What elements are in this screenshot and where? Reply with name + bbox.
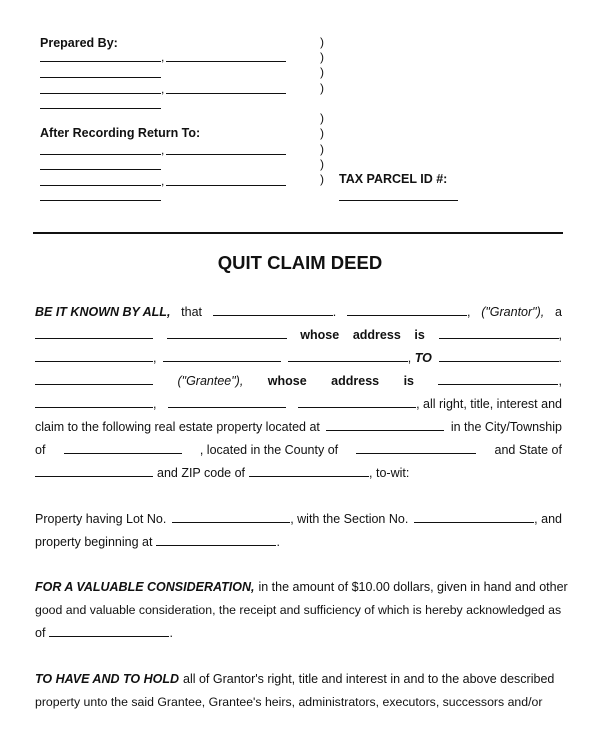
blank-line[interactable]	[168, 395, 286, 408]
prepared-by-line[interactable]	[40, 61, 161, 62]
blank-line[interactable]	[156, 533, 276, 546]
text: property beginning at	[35, 535, 153, 549]
return-to-line[interactable]	[40, 169, 161, 170]
paren: )	[320, 142, 324, 156]
text: , with the Section No.	[290, 512, 409, 526]
paren: )	[320, 35, 324, 49]
paren: )	[320, 157, 324, 171]
prepared-by-line[interactable]	[40, 108, 161, 109]
text: , and	[534, 512, 562, 526]
blank-line[interactable]	[288, 349, 408, 362]
blank-line[interactable]	[35, 326, 153, 339]
header-divider	[33, 232, 563, 234]
blank-line[interactable]	[35, 395, 153, 408]
text: of	[35, 626, 46, 640]
text: in the City/Township	[450, 420, 562, 434]
text: address	[331, 374, 380, 388]
text: and ZIP code of	[157, 466, 246, 480]
text: whose	[300, 328, 340, 342]
grantee-label: ("Grantee"),	[177, 374, 244, 388]
p3-line-2	[35, 601, 562, 619]
text: of	[35, 443, 46, 457]
text: that	[181, 305, 203, 319]
p3-line-1	[35, 578, 568, 596]
blank-line[interactable]	[35, 464, 153, 477]
text: , to-wit:	[369, 466, 410, 480]
text: is	[414, 328, 425, 342]
grantor-label: ("Grantor"),	[481, 305, 545, 319]
p1-line-3	[35, 349, 562, 367]
after-recording-label: After Recording Return To:	[40, 126, 201, 140]
text: ,	[153, 397, 157, 411]
prepared-by-line[interactable]	[166, 93, 286, 94]
p1-line-6	[35, 418, 562, 436]
prepared-by-line[interactable]	[166, 61, 286, 62]
tax-parcel-label: TAX PARCEL ID #:	[339, 172, 448, 186]
paren: )	[320, 81, 324, 95]
comma: ,	[161, 174, 165, 188]
comma: ,	[161, 50, 165, 64]
blank-line[interactable]	[438, 372, 558, 385]
blank-line[interactable]	[167, 326, 287, 339]
text: ,	[558, 328, 562, 342]
blank-line[interactable]	[356, 441, 476, 454]
text: ,	[153, 351, 157, 365]
paren: )	[320, 172, 324, 186]
text: ,	[407, 351, 412, 365]
text: all of Grantor's right, title and interest in and to the above described	[183, 672, 555, 686]
text: whose	[267, 374, 307, 388]
prepared-by-label: Prepared By:	[40, 36, 118, 50]
return-to-line[interactable]	[40, 200, 161, 201]
text: and State of	[494, 443, 562, 457]
comma: ,	[161, 82, 165, 96]
blank-line[interactable]	[439, 326, 559, 339]
p2-line-1	[35, 510, 562, 528]
text: ,	[558, 374, 562, 388]
text: is	[403, 374, 415, 388]
return-to-line[interactable]	[40, 154, 161, 155]
blank-line[interactable]	[35, 372, 153, 385]
paren: )	[320, 111, 324, 125]
be-it-known: BE IT KNOWN BY ALL,	[35, 305, 171, 319]
habendum-label: TO HAVE AND TO HOLD	[35, 672, 179, 686]
blank-line[interactable]	[213, 303, 333, 316]
text: good and valuable consideration, the receipt and sufficiency of which is hereby acknowledged as	[35, 603, 562, 617]
text: .	[332, 305, 337, 319]
p2-line-2	[35, 533, 562, 551]
text: , all right, title, interest and	[416, 397, 562, 411]
text: Property having Lot No.	[35, 512, 167, 526]
p1-line-8	[35, 464, 562, 482]
paren: )	[320, 50, 324, 64]
blank-line[interactable]	[35, 349, 153, 362]
text: claim to the following real estate property located at	[35, 420, 320, 434]
prepared-by-line[interactable]	[40, 93, 161, 94]
blank-line[interactable]	[163, 349, 281, 362]
blank-line[interactable]	[64, 441, 182, 454]
text: , located in the County of	[199, 443, 339, 457]
blank-line[interactable]	[249, 464, 369, 477]
text: a	[554, 305, 562, 319]
p1-line-4	[35, 372, 562, 390]
text: .	[276, 535, 280, 549]
return-to-line[interactable]	[40, 185, 161, 186]
text: ,	[466, 305, 471, 319]
document-title: QUIT CLAIM DEED	[217, 252, 383, 273]
tax-parcel-line[interactable]	[339, 200, 458, 201]
paren: )	[320, 65, 324, 79]
return-to-line[interactable]	[166, 185, 286, 186]
return-to-line[interactable]	[166, 154, 286, 155]
to-label: TO	[414, 351, 432, 365]
blank-line[interactable]	[298, 395, 416, 408]
paren: )	[320, 126, 324, 140]
text: property unto the said Grantee, Grantee's heirs, administrators, executors, successors and/or	[35, 695, 543, 709]
p1-line-7	[35, 441, 562, 459]
text: .	[558, 351, 562, 365]
p4-line-1	[35, 670, 562, 688]
p1-line-5	[35, 395, 562, 413]
blank-line[interactable]	[439, 349, 559, 362]
consideration-label: FOR A VALUABLE CONSIDERATION,	[35, 580, 255, 594]
text: .	[169, 626, 173, 640]
text: in the amount of $10.00 dollars, given in hand and other	[258, 580, 568, 594]
p1-line-2	[35, 326, 562, 344]
p4-line-2	[35, 693, 562, 711]
blank-line[interactable]	[326, 418, 444, 431]
blank-line[interactable]	[347, 303, 467, 316]
blank-line[interactable]	[172, 510, 290, 523]
text: address	[352, 328, 401, 342]
blank-line[interactable]	[414, 510, 534, 523]
p3-line-3	[35, 624, 562, 642]
blank-line[interactable]	[49, 624, 169, 637]
prepared-by-line[interactable]	[40, 77, 161, 78]
comma: ,	[161, 143, 165, 157]
p1-line-1	[35, 303, 562, 321]
